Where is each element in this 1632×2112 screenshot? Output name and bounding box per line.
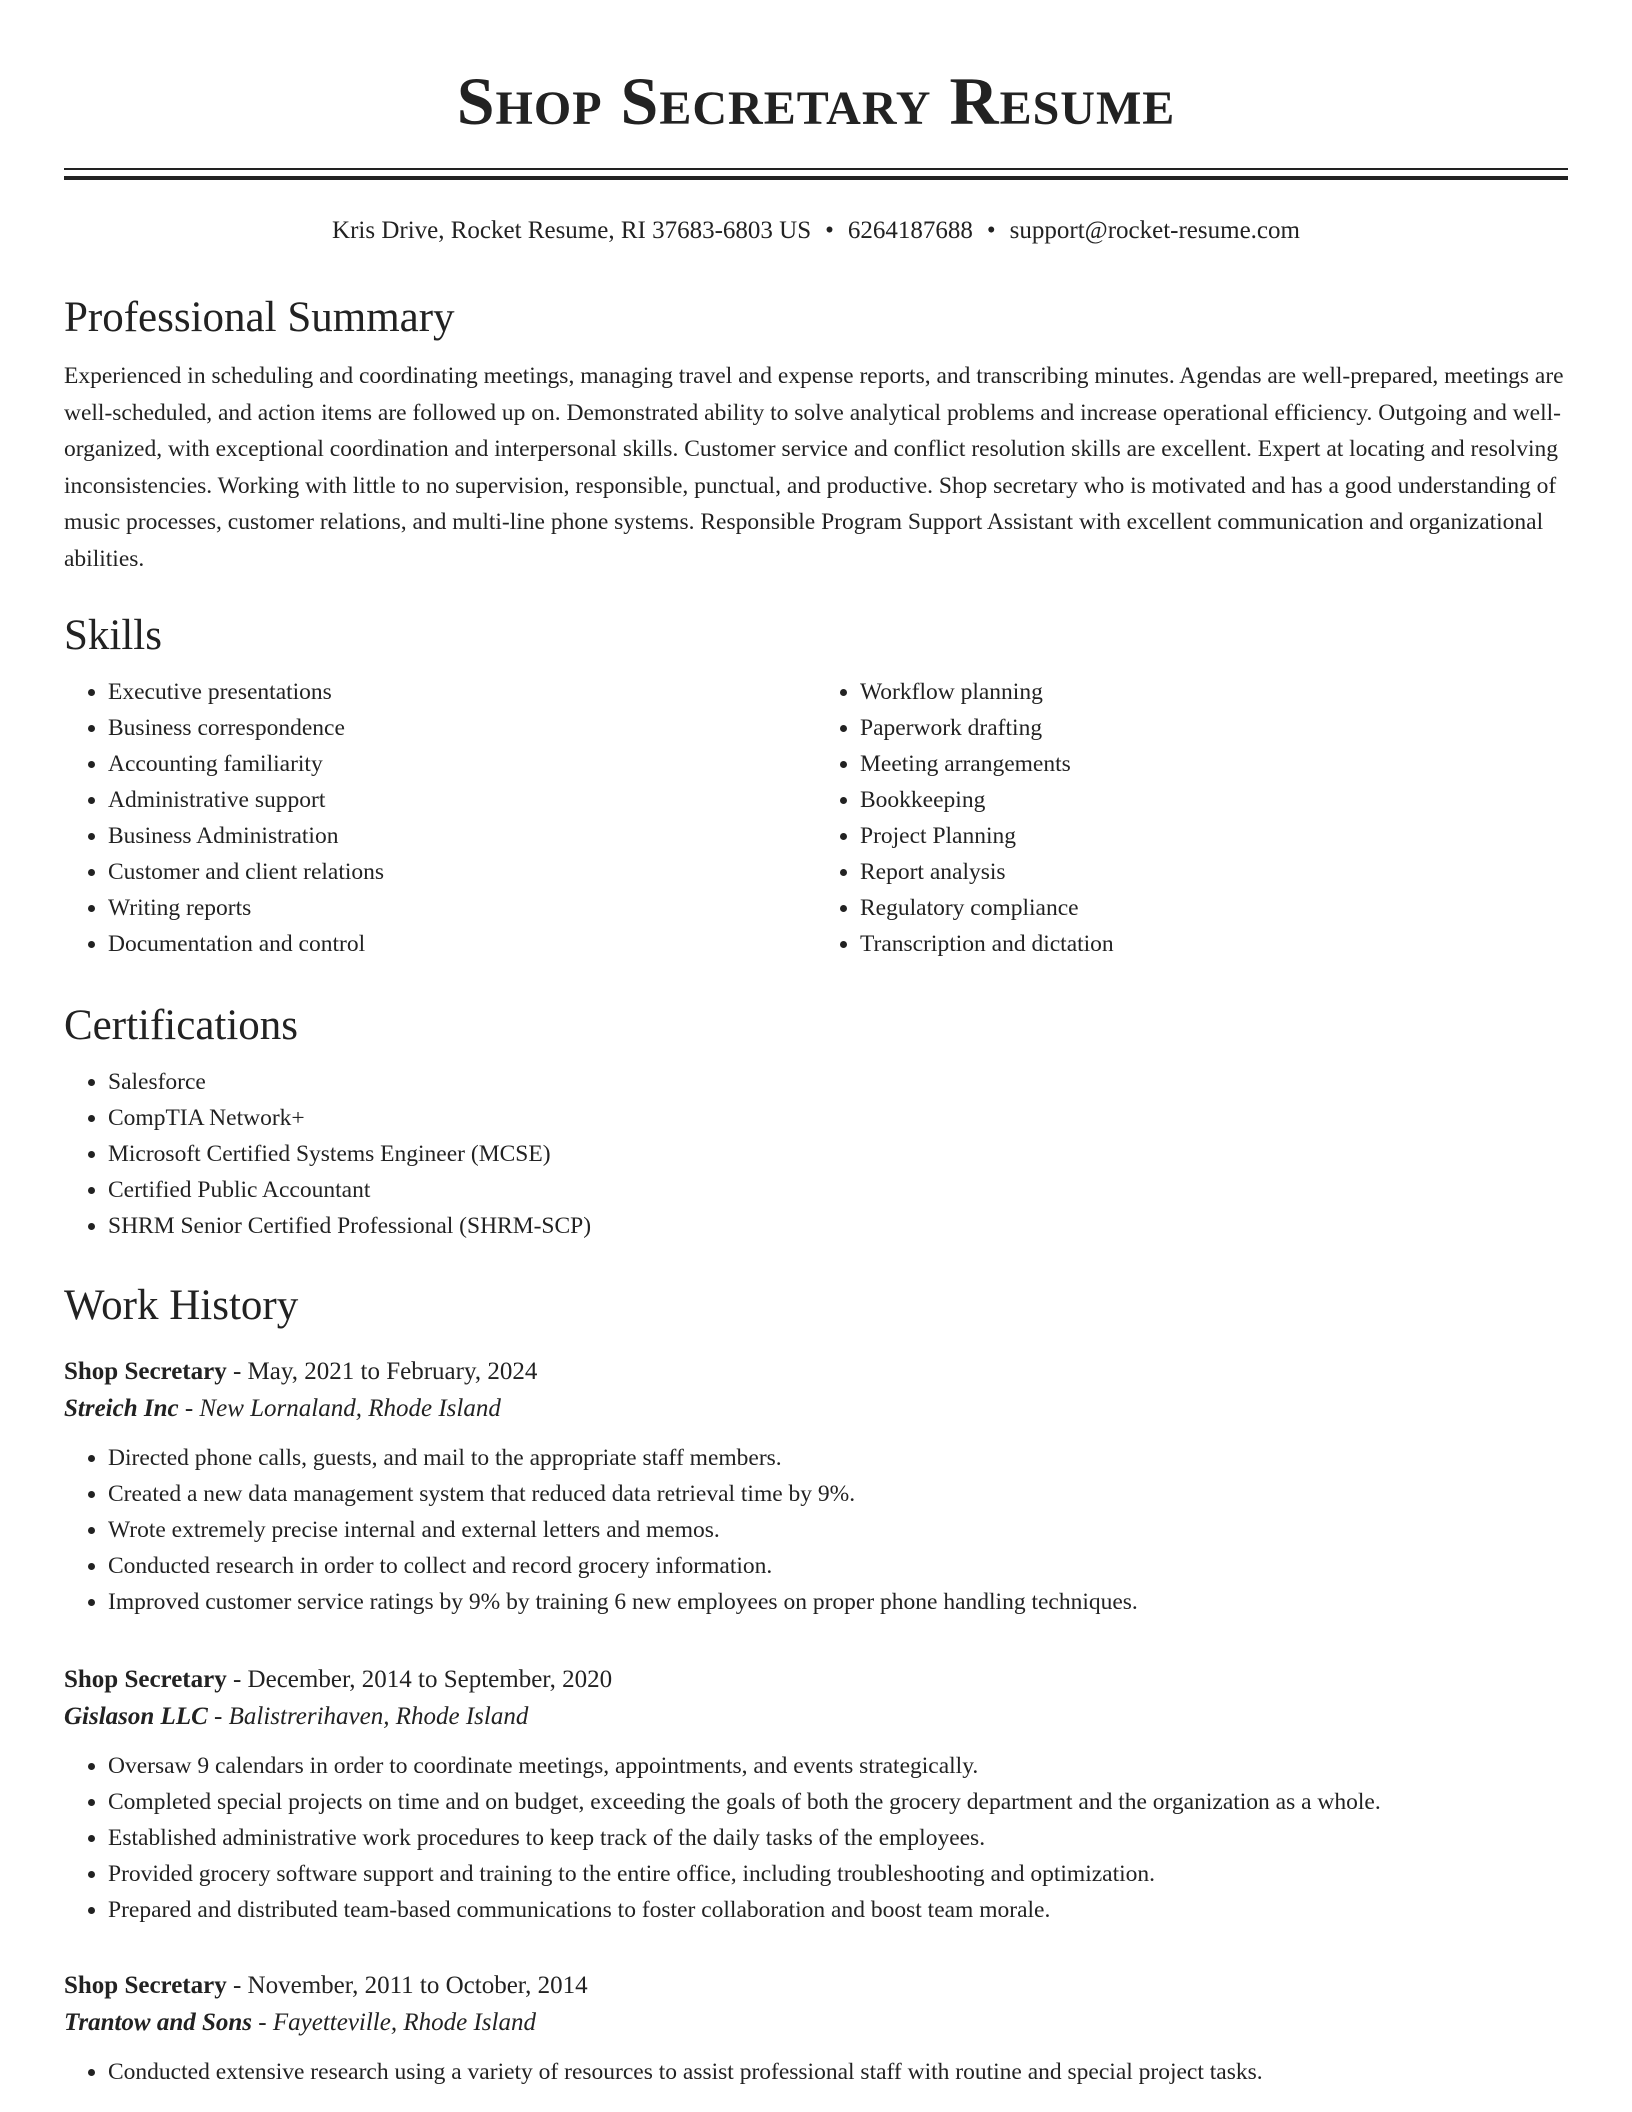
skill-item: • Writing reports <box>108 890 816 926</box>
skill-item: • Transcription and dictation <box>860 926 1568 962</box>
skills-list-right <box>816 674 1568 962</box>
skill-item: • Administrative support <box>108 782 816 818</box>
job-title: Shop Secretary <box>64 1358 227 1385</box>
skill-item: • Regulatory compliance <box>860 890 1568 926</box>
job-bullets <box>64 1748 1568 1928</box>
contact-email: support@rocket-resume.com <box>1009 217 1300 244</box>
work-history-heading: Work History <box>64 1282 299 1329</box>
certifications-heading: Certifications <box>64 1002 299 1049</box>
skill-item: • Meeting arrangements <box>860 746 1568 782</box>
contact-separator: • <box>825 217 834 244</box>
certifications-section <box>64 1000 1568 1244</box>
job-company-line <box>64 2004 1568 2042</box>
title-divider-thick <box>64 176 1568 180</box>
skill-item: • Paperwork drafting <box>860 710 1568 746</box>
skill-item: • Executive presentations <box>108 674 816 710</box>
skill-item: • Documentation and control <box>108 926 816 962</box>
skill-item: • Project Planning <box>860 818 1568 854</box>
skills-columns <box>64 674 1568 962</box>
work-history-section <box>64 1280 1568 1332</box>
job-bullet: • Conducted extensive research using a variety of resources to assist professional staff with routine and special project tasks. <box>108 2054 1568 2090</box>
job-bullet: • Directed phone calls, guests, and mail to the appropriate staff members. <box>108 1440 1568 1476</box>
skill-item: • Business Administration <box>108 818 816 854</box>
contact-phone: 6264187688 <box>847 217 973 244</box>
job-bullet: • Created a new data management system that reduced data retrieval time by 9%. <box>108 1476 1568 1512</box>
job-company: Streich Inc <box>64 1395 179 1422</box>
job-bullet: • Conducted research in order to collect and record grocery information. <box>108 1548 1568 1584</box>
skills-list-left <box>64 674 816 962</box>
skills-section <box>64 610 1568 962</box>
job-title-line <box>64 1354 1568 1390</box>
contact-separator: • <box>986 217 996 244</box>
job-bullets <box>64 2054 1568 2090</box>
skill-item: • Customer and client relations <box>108 854 816 890</box>
skill-item: • Accounting familiarity <box>108 746 816 782</box>
job-bullets <box>64 1440 1568 1620</box>
skill-item: • Business correspondence <box>108 710 816 746</box>
job-entry <box>64 1968 1568 2090</box>
skill-item: • Workflow planning <box>860 674 1568 710</box>
job-title-line <box>64 1662 1568 1698</box>
job-dates: - November, 2011 to October, 2014 <box>226 1972 588 1999</box>
job-company-line <box>64 1390 1568 1428</box>
certification-item: • CompTIA Network+ <box>108 1100 1568 1136</box>
job-bullet: • Established administrative work procedures to keep track of the daily tasks of the employees. <box>108 1820 1568 1856</box>
contact-line <box>64 214 1568 248</box>
job-location: - Balistrerihaven, Rhode Island <box>207 1703 529 1730</box>
job-entry <box>64 1354 1568 1620</box>
summary-heading: Professional Summary <box>64 294 455 341</box>
certification-item: • SHRM Senior Certified Professional (SHRM-SCP) <box>108 1208 1568 1244</box>
job-title-line <box>64 1968 1568 2004</box>
job-bullet: • Improved customer service ratings by 9% by training 6 new employees on proper phone handling techniques. <box>108 1584 1568 1620</box>
certification-item: • Microsoft Certified Systems Engineer (MCSE) <box>108 1136 1568 1172</box>
certification-item: • Certified Public Accountant <box>108 1172 1568 1208</box>
certifications-list <box>64 1064 1568 1244</box>
job-bullet: • Oversaw 9 calendars in order to coordinate meetings, appointments, and events strategically. <box>108 1748 1568 1784</box>
job-company-line <box>64 1698 1568 1736</box>
job-bullet: • Wrote extremely precise internal and external letters and memos. <box>108 1512 1568 1548</box>
job-entry <box>64 1662 1568 1928</box>
skills-heading: Skills <box>64 612 162 659</box>
job-dates: - December, 2014 to September, 2020 <box>226 1666 613 1693</box>
job-title: Shop Secretary <box>64 1972 227 1999</box>
title-divider-thin <box>64 168 1568 170</box>
job-dates: - May, 2021 to February, 2024 <box>226 1358 538 1385</box>
job-company: Gislason LLC <box>64 1703 208 1730</box>
skill-item: • Report analysis <box>860 854 1568 890</box>
job-company: Trantow and Sons <box>64 2009 253 2036</box>
summary-text: Experienced in scheduling and coordinating meetings, managing travel and expense reports, and transcribing minutes. Agendas are well-prepared, meetings are well-scheduled, and action items are followed up on. Demonstrated ability to solve analytical problems and increase operational efficiency. Outgoing and well-organized, with exceptional coordination and interpersonal skills. Customer service and conflict resolution skills are excellent. Expert at locating and resolving inconsistencies. Working with little to no supervision, responsible, punctual, and productive. Shop secretary who is motivated and has a good understanding of music processes, customer relations, and multi-line phone systems. Responsible Program Support Assistant with excellent communication and organizational abilities. <box>64 363 1564 572</box>
skill-item: • Bookkeeping <box>860 782 1568 818</box>
job-bullet: • Provided grocery software support and training to the entire office, including troubleshooting and optimization. <box>108 1856 1568 1892</box>
page-title: Shop Secretary Resume <box>456 63 1176 139</box>
job-location: - Fayetteville, Rhode Island <box>252 2009 536 2036</box>
job-title: Shop Secretary <box>64 1666 227 1693</box>
job-location: - New Lornaland, Rhode Island <box>178 1395 501 1422</box>
contact-address: Kris Drive, Rocket Resume, RI 37683-6803 US <box>332 217 812 244</box>
summary-section <box>64 292 1568 577</box>
certification-item: • Salesforce <box>108 1064 1568 1100</box>
job-bullet: • Prepared and distributed team-based communications to foster collaboration and boost team morale. <box>108 1892 1568 1928</box>
job-bullet: • Completed special projects on time and on budget, exceeding the goals of both the grocery department and the organization as a whole. <box>108 1784 1568 1820</box>
